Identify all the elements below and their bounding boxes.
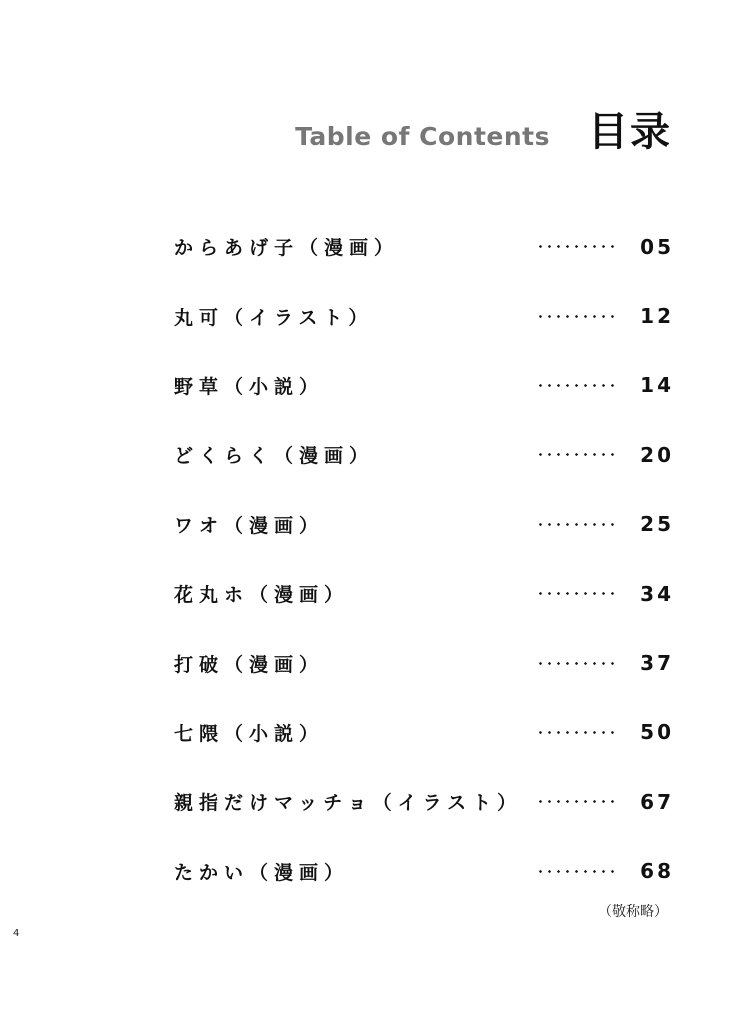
- toc-entry-page: 68: [640, 859, 674, 884]
- toc-entry: [174, 420, 674, 489]
- honorific-note: （敬称略）: [598, 904, 668, 920]
- toc-entry-page: 14: [640, 373, 674, 398]
- dot-leader: [536, 281, 616, 350]
- header-title-english: Table of Contents: [295, 122, 550, 151]
- toc-entry-page: 05: [640, 234, 674, 259]
- toc-entry-title: 丸可（イラスト）: [174, 306, 374, 329]
- toc-entry: [174, 698, 674, 767]
- toc-entry-title: たかい（漫画）: [174, 861, 350, 884]
- toc-entry-page: 20: [640, 442, 674, 467]
- toc-entry-title: 野草（小説）: [174, 375, 325, 398]
- toc-entry-title: 七隈（小説）: [174, 722, 325, 745]
- toc-entry-title: 花丸ホ（漫画）: [174, 584, 350, 607]
- dot-leader: [536, 767, 616, 836]
- dot-leader: [536, 559, 616, 628]
- toc-entry-title: 親指だけマッチョ（イラスト）: [174, 792, 523, 815]
- dot-leader: [536, 420, 616, 489]
- toc-entry: [174, 767, 674, 836]
- dot-leader: [536, 837, 616, 906]
- toc-entry-page: 37: [640, 651, 674, 676]
- toc-entry: [174, 351, 674, 420]
- toc-entry-title: からあげ子（漫画）: [174, 237, 400, 260]
- toc-entry: [174, 559, 674, 628]
- toc-entry-title: ワオ（漫画）: [174, 514, 325, 537]
- toc-entry: [174, 837, 674, 906]
- toc-entry-title: 打破（漫画）: [174, 653, 325, 676]
- toc-entry-page: 12: [640, 304, 674, 329]
- toc-entry: [174, 281, 674, 350]
- dot-leader: [536, 212, 616, 281]
- toc-entry-title: どくらく（漫画）: [174, 445, 375, 468]
- toc-list: [174, 212, 674, 906]
- page-number: 4: [13, 928, 20, 939]
- dot-leader: [536, 490, 616, 559]
- header-title-japanese: 目录: [588, 109, 672, 155]
- toc-entry: [174, 490, 674, 559]
- dot-leader: [536, 698, 616, 767]
- toc-entry: [174, 628, 674, 697]
- dot-leader: [536, 351, 616, 420]
- toc-entry-page: 67: [640, 789, 674, 814]
- toc-entry: [174, 212, 674, 281]
- toc-entry-page: 25: [640, 512, 674, 537]
- toc-entry-page: 34: [640, 581, 674, 606]
- dot-leader: [536, 628, 616, 697]
- toc-entry-page: 50: [640, 720, 674, 745]
- toc-header: [295, 100, 672, 157]
